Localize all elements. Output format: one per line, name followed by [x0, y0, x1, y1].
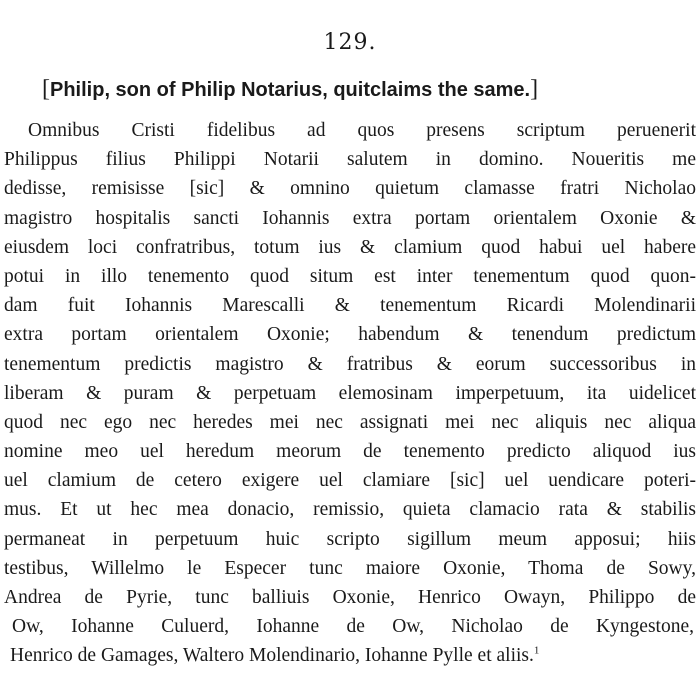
- text-line: eiusdem loci confratribus, totum ius & clamium quod habui uel habere: [4, 236, 696, 258]
- last-line-text: Henrico de Gamages, Waltero Molendinario, Iohanne Pylle et aliis.: [10, 645, 534, 667]
- heading-close-bracket: ]: [530, 76, 539, 102]
- text-line: permaneat in perpetuum huic scripto sigillum meum apposui; hiis: [4, 528, 696, 550]
- text-line: quod nec ego nec heredes mei nec assignati mei nec aliquis nec aliqua: [4, 411, 696, 433]
- text-line-last: [0, 641, 700, 670]
- text-line: Philippus filius Philippi Notarii salutem in domino. Noueritis me: [4, 149, 696, 171]
- text-line: Omnibus Cristi fidelibus ad quos presens scriptum peruenerit: [28, 120, 696, 141]
- heading-open-bracket: [: [42, 76, 50, 102]
- text-line: mus. Et ut hec mea donacio, remissio, quieta clamacio rata & stabilis: [4, 499, 696, 521]
- charter-text: [0, 116, 700, 671]
- text-line: dedisse, remisisse [sic] & omnino quietum clamasse fratri Nicholao: [4, 178, 696, 200]
- text-line: nomine meo uel heredum meorum de tenemento predicto aliquod ius: [4, 441, 696, 463]
- text-line: Ow, Iohanne Culuerd, Iohanne de Ow, Nicholao de Kyngestone,: [12, 616, 694, 638]
- footnote-marker: 1: [533, 644, 540, 657]
- text-line: extra portam orientalem Oxonie; habendum & tenendum predictum: [4, 324, 696, 346]
- document-number: 129.: [323, 30, 377, 55]
- document-heading: [42, 76, 662, 103]
- text-line: magistro hospitalis sancti Iohannis extra portam orientalem Oxonie &: [4, 207, 696, 229]
- text-line: Andrea de Pyrie, tunc balliuis Oxonie, Henrico Owayn, Philippo de: [4, 587, 696, 608]
- text-line: tenementum predictis magistro & fratribus & eorum successoribus in: [4, 353, 696, 375]
- text-line: testibus, Willelmo le Especer tunc maiore Oxonie, Thoma de Sowy,: [4, 557, 696, 579]
- text-line: potui in illo tenemento quod situm est inter tenementum quod quon-: [4, 265, 696, 287]
- text-line: uel clamium de cetero exigere uel clamiare [sic] uel uendicare poteri-: [4, 470, 696, 492]
- text-line: liberam & puram & perpetuam elemosinam imperpetuum, ita uidelicet: [4, 382, 696, 404]
- heading-text: Philip, son of Philip Notarius, quitclaims the same.: [50, 79, 531, 101]
- text-line: dam fuit Iohannis Marescalli & tenementum Ricardi Molendinarii: [4, 295, 696, 317]
